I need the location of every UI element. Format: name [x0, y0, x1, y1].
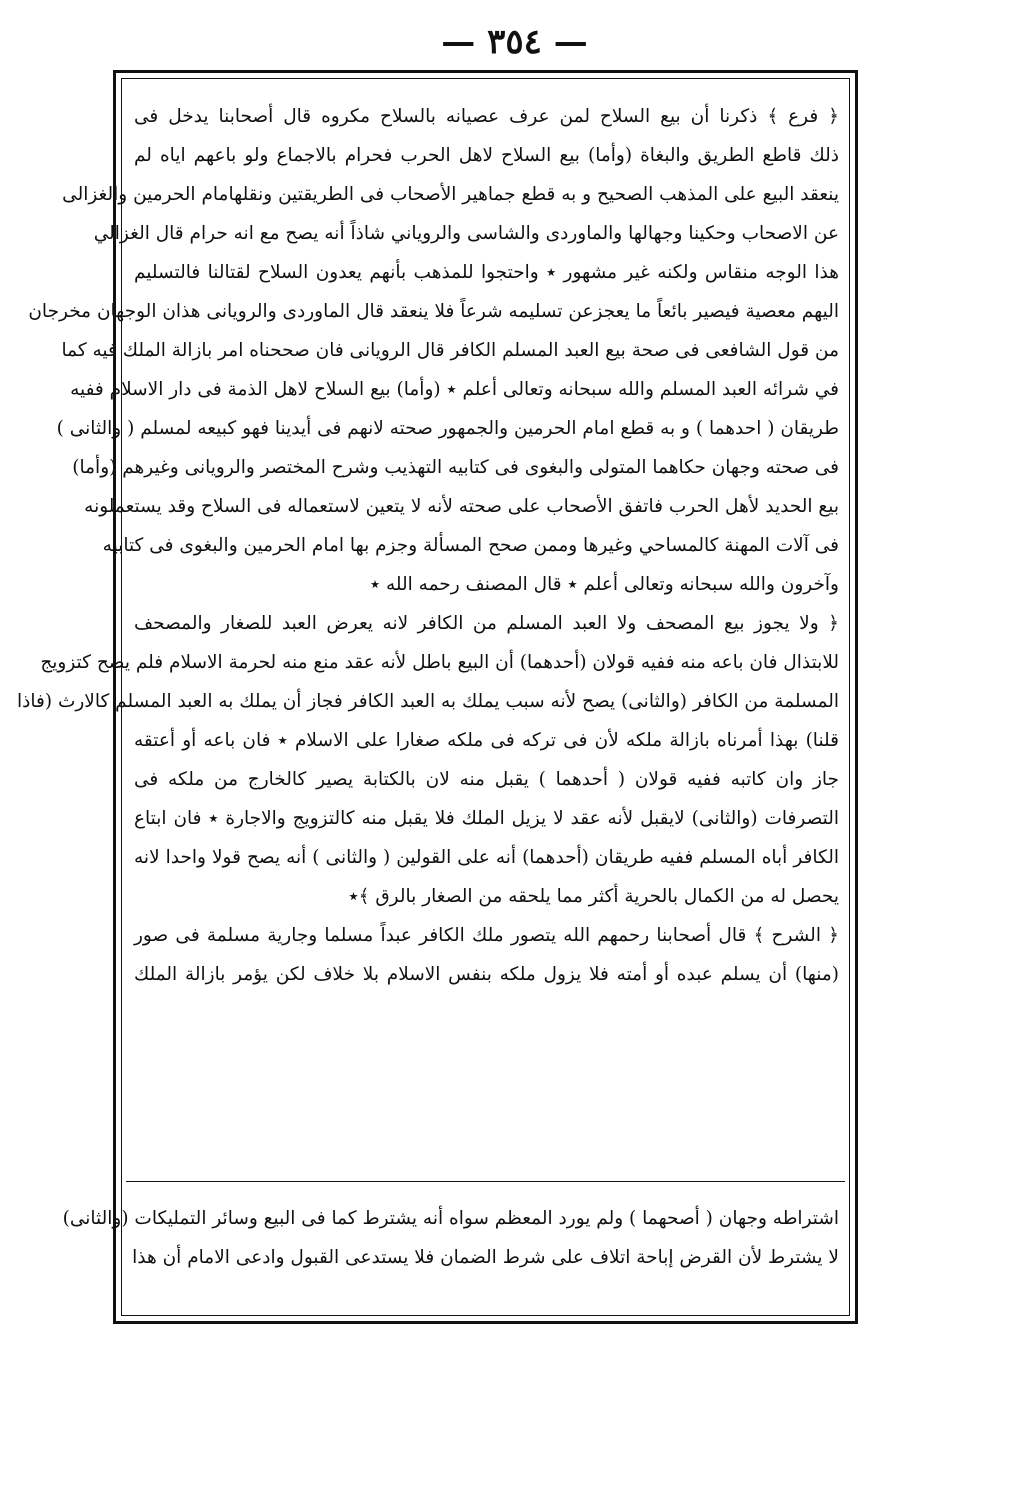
text-line: المسلمة من الكافر (والثانى) يصح لأنه سبب يملك به العبد الكافر فجاز أن يملك به العبد المسلم كالارث (فاذا: [16, 691, 839, 712]
text-line: طريقان ( احدهما ) و به قطع امام الحرمين والجمهور صحته لانهم فى أيدينا فهو كبيعه لمسلم ( والثانى ): [56, 418, 839, 439]
text-line: ذلك قاطع الطريق والبغاة (وأما) بيع السلاح لاهل الحرب فحرام بالاجماع ولو باعهم اياه لم: [134, 145, 839, 166]
text-line: عن الاصحاب وحكينا وجهالها والماوردى والشاسى والروياني شاذاً أنه يصح مع انه حرام قال الغزالي: [93, 223, 839, 244]
text-line: اليهم معصية فيصير بائعاً ما يعجزعن تسليمه شرعاً فلا ينعقد قال الماوردى والرويانى هذان الوجهان مخرجان: [28, 301, 839, 322]
page-number: — ٣٥٤ —: [441, 22, 588, 62]
text-line: ﴿ فرع ﴾ ذكرنا أن بيع السلاح لمن عرف عصيانه بالسلاح مكروه قال أصحابنا يدخل فى: [134, 106, 839, 127]
footnote-line: لا يشترط لأن القرض إباحة اتلاف على شرط الضمان فلا يستدعى القبول وادعى الامام أن هذا: [132, 1247, 839, 1268]
text-line: ﴿ ولا يجوز بيع المصحف ولا العبد المسلم من الكافر لانه يعرض العبد للصغار والمصحف: [134, 613, 839, 634]
footnote-divider: [126, 1181, 845, 1182]
main-text: [16, 97, 839, 994]
text-line: التصرفات (والثانى) لايقبل لأنه عقد لا يزيل الملك فلا يقبل منه كالتزويج والاجارة ٭ فان ابتاع: [134, 808, 839, 829]
text-line: (منها) أن يسلم عبده أو أمته فلا يزول ملكه بنفس الاسلام بلا خلاف لكن يؤمر بازالة الملك: [134, 964, 839, 985]
text-line: في شرائه العبد المسلم والله سبحانه وتعالى أعلم ٭ (وأما) بيع السلاح لاهل الذمة فى دار الاسلام ففيه: [70, 379, 839, 400]
text-line: وآخرون والله سبحانه وتعالى أعلم ٭ قال المصنف رحمه الله ٭: [370, 574, 839, 595]
text-line: جاز وان كاتبه ففيه قولان ( أحدهما ) يقبل منه لان بالكتابة يصير كالخارج من ملكه فى: [134, 769, 839, 790]
text-line: قلنا) بهذا أمرناه بازالة ملكه لأن فى تركه فى ملكه صغارا على الاسلام ٭ فان باعه أو أعتقه: [134, 730, 839, 751]
text-line: يحصل له من الكمال بالحرية أكثر مما يلحقه من الصغار بالرق ﴾٭: [348, 886, 839, 907]
footnote-text: [62, 1199, 839, 1277]
text-line: فى آلات المهنة كالمساحي وغيرها وممن صحح المسألة وجزم بها امام الحرمين والبغوى فى كتابيه: [102, 535, 839, 556]
text-line: للابتذال فان باعه منه ففيه قولان (أحدهما) أن البيع باطل لأنه عقد منع منه لحرمة الاسلام فلم يصح كتزويج: [40, 652, 839, 673]
text-line: هذا الوجه منقاس ولكنه غير مشهور ٭ واحتجوا للمذهب بأنهم يعدون السلاح لقتالنا فالتسليم: [134, 262, 839, 283]
text-line: ﴿ الشرح ﴾ قال أصحابنا رحمهم الله يتصور ملك الكافر عبداً مسلما وجارية مسلمة فى صور: [134, 925, 839, 946]
text-line: فى صحته وجهان حكاهما المتولى والبغوى فى كتابيه التهذيب وشرح المختصر والرويانى وغيرهم (وأما): [72, 457, 839, 478]
text-line: ينعقد البيع على المذهب الصحيح و به قطع جماهير الأصحاب فى الطريقتين ونقلهامام الحرمين والغزالى: [62, 184, 839, 205]
text-line: من قول الشافعى فى صحة بيع العبد المسلم الكافر قال الرويانى فان صححناه امر بازالة الملك فيه كما: [61, 340, 839, 361]
text-line: بيع الحديد لأهل الحرب فاتفق الأصحاب على صحته لأنه لا يتعين لاستعماله فى السلاح وقد يستعملونه: [84, 496, 839, 517]
footnote-line: اشتراطه وجهان ( أصحهما ) ولم يورد المعظم سواه أنه يشترط كما فى البيع وسائر التمليكات (والثانى): [62, 1208, 839, 1229]
page-frame: [16, 70, 858, 1324]
text-line: الكافر أباه المسلم ففيه طريقان (أحدهما) أنه على القولين ( والثانى ) أنه يصح قولا واحدا لانه: [134, 847, 839, 868]
